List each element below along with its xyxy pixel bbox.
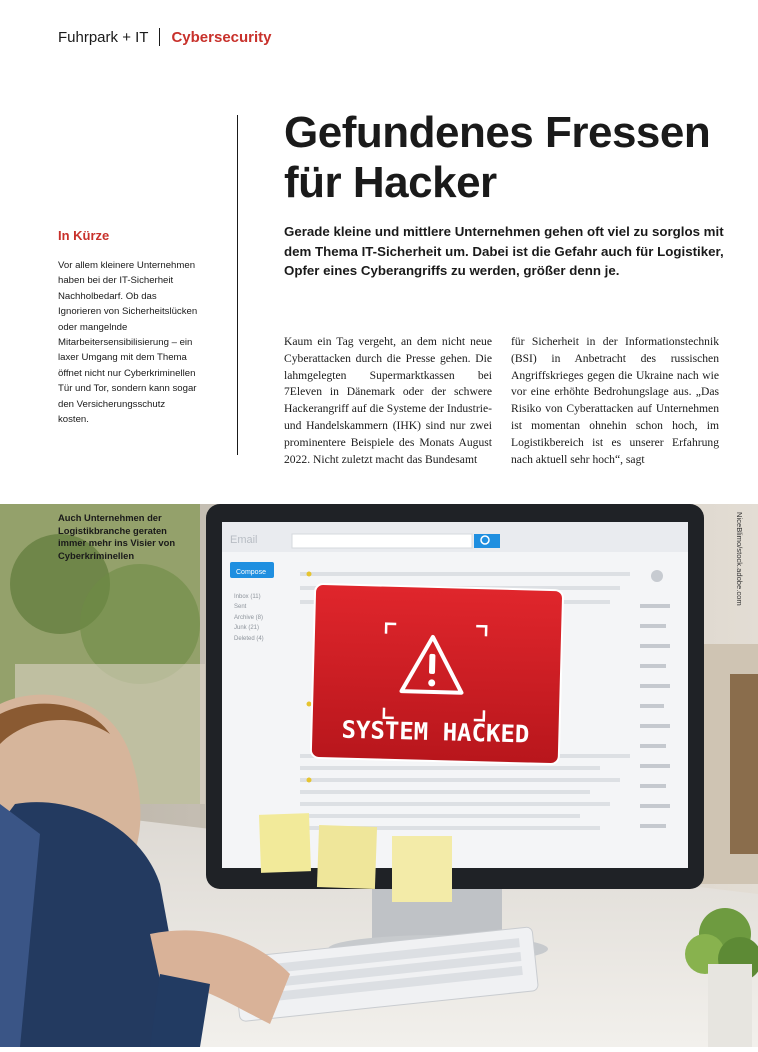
category-label: Cybersecurity — [171, 28, 272, 46]
screen-folder: Junk (21) — [234, 625, 260, 631]
screen-folder: Sent — [234, 604, 247, 610]
article-photo — [0, 504, 758, 1047]
summary-text: Vor allem kleinere Unternehmen haben bei der IT-Sicherheit Nachholbedarf. Ob das Ignorieren von Sicherheitslücken oder mangelnde Mitarbeitersensibilisierung – ein laxer Umgang mit dem Thema öffnet nicht nur Cyberkriminellen Tür und Tor, sondern kann sogar den Versicherungsschutz kosten. — [58, 260, 198, 426]
section-label: Fuhrpark + IT — [58, 28, 149, 46]
page-header — [58, 28, 272, 46]
screen-folder: Archive (8) — [234, 615, 264, 621]
article-body-column-1: Kaum ein Tag vergeht, an dem nicht neue Cyberattacken durch die Presse gehen. Die lahmgelegten Supermarktkassen bei 7Eleven in Dänemark oder der schwere Hackerangriff auf die Systeme der Industrie- und Handelskammern (IHK) sind nur zwei prominentere Beispiele des Monats August 2022. Nicht zuletzt macht das Bundesamt — [284, 335, 492, 466]
screen-compose-button: Compose — [236, 569, 266, 576]
system-hacked-alert — [311, 584, 563, 764]
summary-heading: In Kürze — [58, 228, 110, 243]
article-body-column-2: für Sicherheit in der Informationstechnik (BSI) in Anbetracht des russischen Angriffskrieges gegen die Ukraine nach wie vor eine erhöhte Bedrohungslage aus. „Das Risiko von Cyberattacken auf Unternehmen ist momentan ohnehin schon hoch, im Logistikbereich ist es unserer Erfahrung nach aktuell sehr hoch“, sagt — [511, 335, 719, 466]
screen-folder: Inbox (11) — [234, 594, 261, 600]
photo-credit: NiceBlimo/stock.adobe.com — [735, 512, 744, 606]
header-divider — [159, 28, 160, 46]
alert-text: SYSTEM HACKED — [341, 715, 530, 749]
sidebar-divider — [237, 115, 238, 455]
photo-caption: Auch Unternehmen der Logistikbranche geraten immer mehr ins Visier von Cyberkriminellen — [58, 512, 176, 561]
screen-settings-icon — [651, 570, 663, 582]
office-scene — [0, 504, 758, 1047]
article-lead: Gerade kleine und mittlere Unternehmen gehen oft viel zu sorglos mit dem Thema IT-Sicherheit um. Dabei ist die Gefahr auch für Logistiker, Opfer eines Cyberangriffs zu werden, größer denn je. — [284, 224, 724, 279]
article-title: Gefundenes Fressen für Hacker — [284, 108, 711, 207]
screen-app-title: Email — [230, 534, 258, 546]
screen-folder: Deleted (4) — [234, 636, 264, 642]
